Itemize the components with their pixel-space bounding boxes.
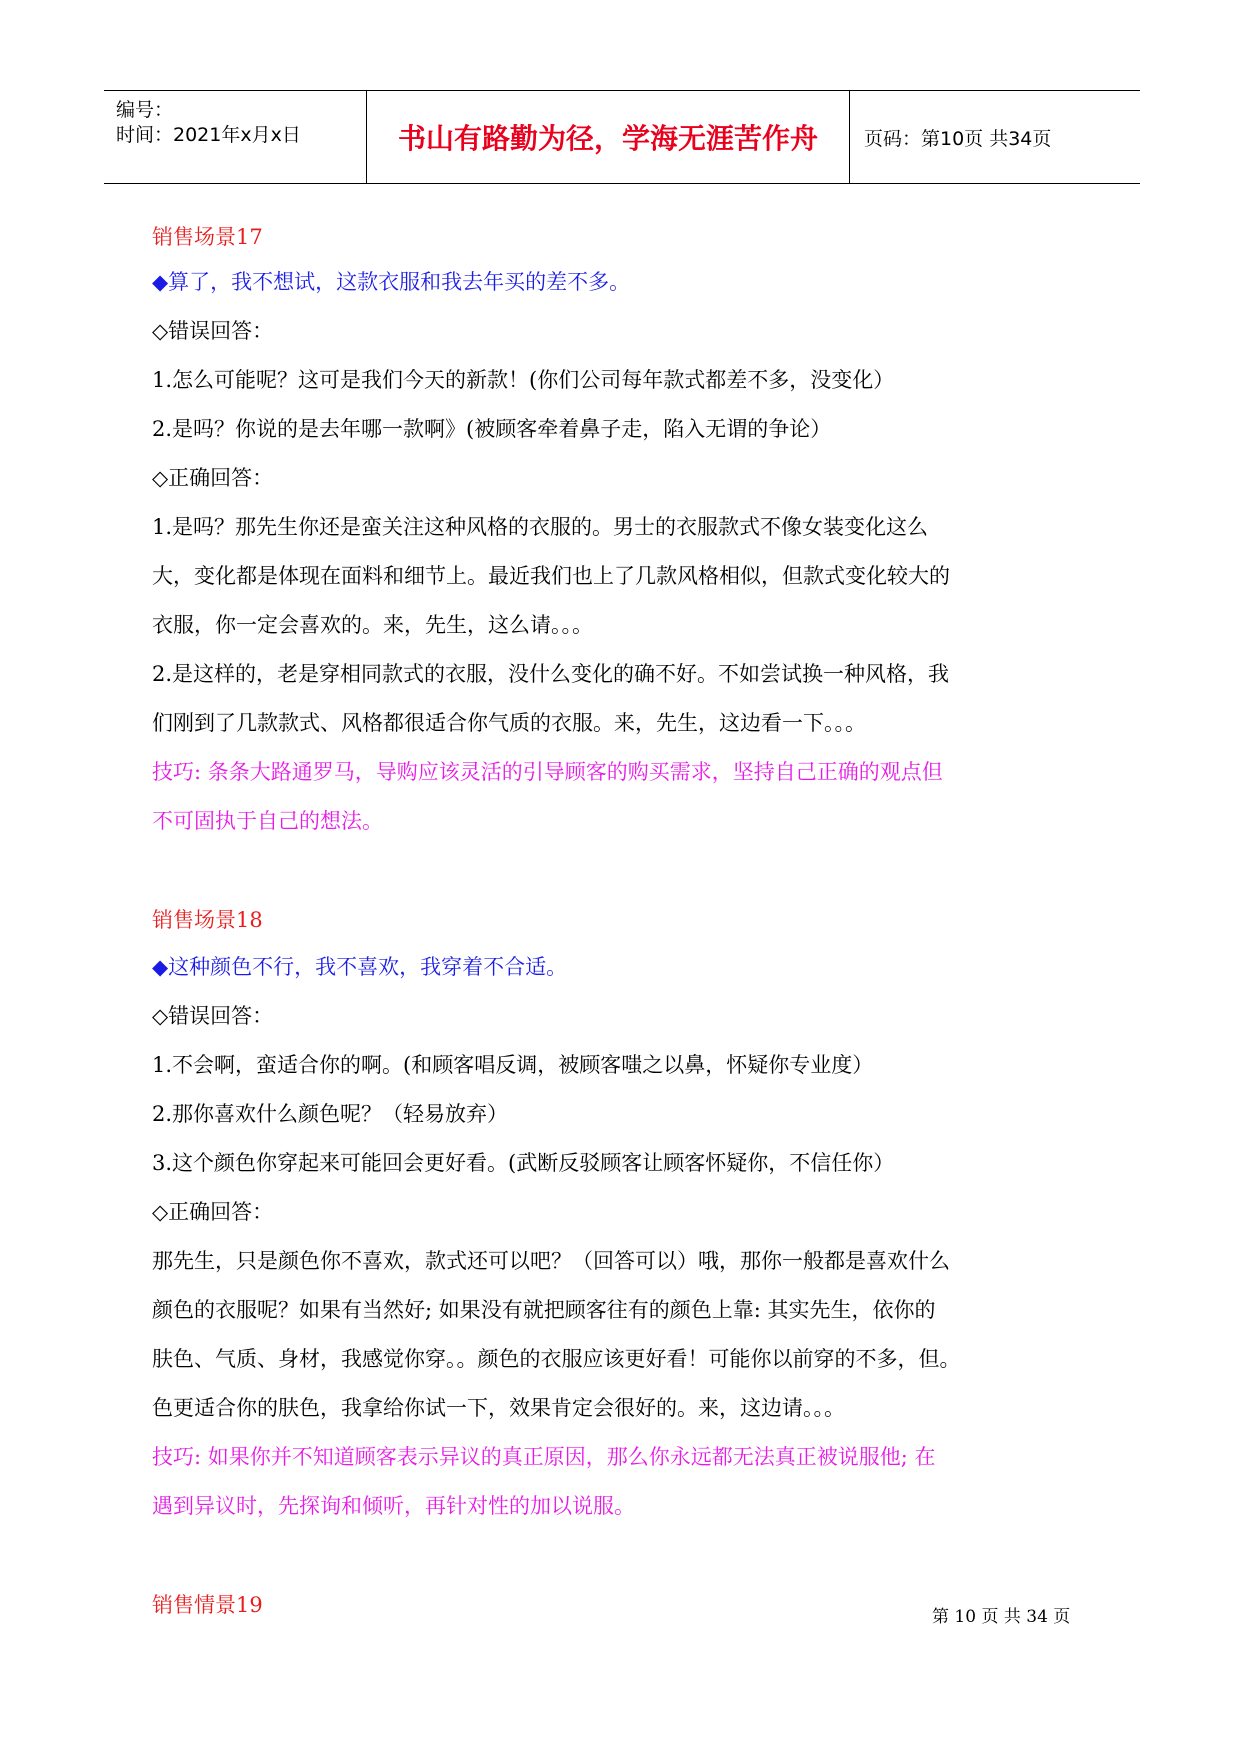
right-answer-line: 大，变化都是体现在面料和细节上。最近我们也上了几款风格相似，但款式变化较大的 [152, 564, 950, 588]
tip-line: 技巧: 条条大路通罗马，导购应该灵活的引导顾客的购买需求，坚持自己正确的观点但 [152, 760, 943, 784]
header-page-number: 页码：第10页 共34页 [864, 127, 1052, 150]
section-question: ◆这种颜色不行，我不喜欢，我穿着不合适。 [152, 955, 568, 979]
right-answer-line: 们刚到了几款款式、风格都很适合你气质的衣服。来，先生，这边看一下。。。 [152, 711, 866, 735]
wrong-answers-heading: ◇错误回答： [152, 1004, 274, 1028]
right-answers-heading: ◇正确回答： [152, 1200, 274, 1224]
tip-line: 技巧: 如果你并不知道顾客表示异议的真正原因，那么你永远都无法真正被说服他; 在 [152, 1445, 936, 1469]
right-answer-line: 那先生，只是颜色你不喜欢，款式还可以吧？（回答可以）哦，那你一般都是喜欢什么 [152, 1249, 950, 1273]
tip-line: 不可固执于自己的想法。 [152, 809, 383, 833]
document-time-label: 时间：2021年x月x日 [116, 124, 301, 146]
wrong-answer: 1.不会啊，蛮适合你的啊。(和顾客唱反调，被顾客嗤之以鼻，怀疑你专业度） [152, 1053, 874, 1077]
page-footer: 第 10 页 共 34 页 [932, 1607, 1071, 1627]
section-title: 销售场景17 [152, 225, 263, 249]
right-answers-heading: ◇正确回答： [152, 466, 274, 490]
section-title: 销售场景18 [152, 908, 263, 932]
right-answer-line: 肤色、气质、身材，我感觉你穿。。颜色的衣服应该更好看！可能你以前穿的不多，但。 [152, 1347, 961, 1371]
document-number-label: 编号： [116, 99, 174, 121]
page-header [104, 90, 1140, 184]
right-answer-line: 颜色的衣服呢？如果有当然好; 如果没有就把顾客往有的颜色上靠: 其实先生，依你的 [152, 1298, 936, 1322]
right-answer-line: 衣服，你一定会喜欢的。来，先生，这么请。。。 [152, 613, 593, 637]
wrong-answers-heading: ◇错误回答： [152, 319, 274, 343]
section-title: 销售情景19 [152, 1593, 263, 1617]
header-motto: 书山有路勤为径，学海无涯苦作舟 [367, 91, 850, 183]
header-meta-cell [104, 91, 367, 183]
wrong-answer: 3.这个颜色你穿起来可能回会更好看。(武断反驳顾客让顾客怀疑你，不信任你） [152, 1151, 895, 1175]
tip-line: 遇到异议时，先探询和倾听，再针对性的加以说服。 [152, 1494, 635, 1518]
right-answer-line: 2.是这样的，老是穿相同款式的衣服，没什么变化的确不好。不如尝试换一种风格，我 [152, 662, 950, 686]
wrong-answer: 2.是吗？你说的是去年哪一款啊》(被顾客牵着鼻子走，陷入无谓的争论） [152, 417, 832, 441]
right-answer-line: 1.是吗？那先生你还是蛮关注这种风格的衣服的。男士的衣服款式不像女装变化这么 [152, 515, 929, 539]
wrong-answer: 1.怎么可能呢？这可是我们今天的新款！(你们公司每年款式都差不多，没变化） [152, 368, 895, 392]
wrong-answer: 2.那你喜欢什么颜色呢？（轻易放弃） [152, 1102, 509, 1126]
right-answer-line: 色更适合你的肤色，我拿给你试一下，效果肯定会很好的。来，这边请。。。 [152, 1396, 845, 1420]
section-question: ◆算了，我不想试，这款衣服和我去年买的差不多。 [152, 270, 631, 294]
